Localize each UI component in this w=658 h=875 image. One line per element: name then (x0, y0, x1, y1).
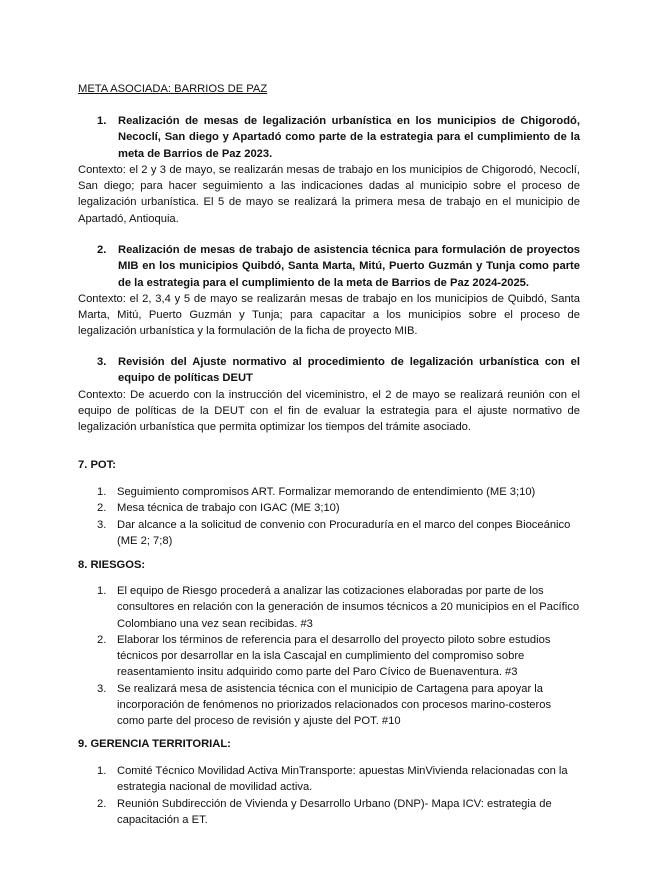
list-number: 2. (97, 797, 107, 810)
riesgos-list (78, 583, 580, 730)
list-number: 3. (97, 518, 107, 531)
list-number: 3. (97, 356, 107, 368)
list-item (78, 681, 580, 730)
meta-item-heading (78, 242, 580, 291)
section-title-riesgos: 8. RIESGOS: (78, 559, 146, 571)
section-title-meta-asociada: META ASOCIADA: BARRIOS DE PAZ (78, 83, 268, 95)
meta-item-3 (78, 354, 580, 435)
list-item (78, 796, 580, 829)
list-item-text: Se realizará mesa de asistencia técnica con el municipio de Cartagena para apoyar la incorporación de fenómenos no priorizados relacionados con procesos marino-costeros como parte del proceso de revisión y ajuste del POT. #10 (117, 682, 552, 728)
list-item-text: Elaborar los términos de referencia para el desarrollo del proyecto piloto sobre estudios técnicos por desarrollar en la isla Cascajal en cumplimiento del compromiso sobre reasentamiento insitu adquirido como parte del Paro Cívico de Buenaventura. #3 (117, 633, 551, 679)
meta-item-heading-text: Revisión del Ajuste normativo al procedimiento de legalización urbanística con el equipo de políticas DEUT (118, 356, 580, 385)
section-title-pot: 7. POT: (78, 459, 116, 471)
list-number: 1. (97, 115, 107, 127)
list-item-text: Dar alcance a la solicitud de convenio con Procuraduría en el marco del conpes Bioceánico (ME 2; 7;8) (117, 518, 571, 547)
meta-item-heading-text: Realización de mesas de trabajo de asistencia técnica para formulación de proyectos MIB en los municipios Quibdó, Santa Marta, Mitú, Puerto Guzmán y Tunja como parte de la estrategia para el cumplimiento de la meta de Barrios de Paz 2024-2025. (118, 244, 580, 289)
list-number: 2. (97, 633, 107, 646)
list-item (78, 500, 580, 516)
list-item-text: Comité Técnico Movilidad Activa MinTransporte: apuestas MinVivienda relacionadas con la estrategia nacional de movilidad activa. (117, 765, 568, 794)
meta-item-heading (78, 354, 580, 387)
list-item (78, 763, 580, 796)
meta-item-1 (78, 113, 580, 227)
list-item-text: Reunión Subdirección de Vivienda y Desarrollo Urbano (DNP)- Mapa ICV: estrategia de capacitación a ET. (117, 797, 552, 826)
list-item-text: Seguimiento compromisos ART. Formalizar memorando de entendimiento (ME 3;10) (117, 486, 536, 498)
pot-list (78, 484, 580, 549)
meta-item-heading (78, 113, 580, 162)
gerencia-list (78, 763, 580, 828)
list-item (78, 632, 580, 681)
list-number: 1. (97, 585, 107, 597)
list-number: 2. (97, 502, 107, 515)
list-item (78, 583, 580, 632)
meta-item-2 (78, 242, 580, 340)
meta-item-context: Contexto: De acuerdo con la instrucción del viceministro, el 2 de mayo se realizará reunión con el equipo de políticas de la DEUT con el fin de evaluar la estrategia para el ajuste normativo de legalización urbanística que permita optimizar los tiempos del trámite asociado. (78, 388, 580, 434)
section-title-gerencia-territorial: 9. GERENCIA TERRITORIAL: (78, 738, 231, 750)
meta-item-heading-text: Realización de mesas de legalización urbanística en los municipios de Chigorodó, Necoclí, San diego y Apartadó como parte de la estrategia para el cumplimiento de la meta de Barrios de Paz 2023. (118, 115, 580, 160)
list-item-text: Mesa técnica de trabajo con IGAC (ME 3;10) (117, 502, 340, 515)
list-number: 3. (97, 682, 107, 695)
list-item (78, 517, 580, 550)
list-item-text: El equipo de Riesgo procederá a analizar las cotizaciones elaboradas por parte de los consultores en relación con la generación de insumos técnicos a 20 municipios en el Pacífico Colombiano una vez sean recibidas. #3 (117, 585, 580, 630)
list-number: 1. (97, 765, 107, 777)
meta-item-context: Contexto: el 2, 3,4 y 5 de mayo se realizarán mesas de trabajo en los municipios de Quibdó, Santa Marta, Mitú, Puerto Guzmán y Tunja; para capacitar a los municipios sobre el proceso de legalización urbanística y la formulación de la ficha de proyecto MIB. (78, 292, 580, 338)
list-number: 2. (97, 244, 107, 256)
list-number: 1. (97, 486, 107, 498)
meta-item-context: Contexto: el 2 y 3 de mayo, se realizarán mesas de trabajo en los municipios de Chigorodó, Necoclí, San diego; para hacer seguimiento a las indicaciones dadas al municipio sobre el proceso de legalización urbanística. El 5 de mayo se realizará la primera mesa de trabajo en el municipio de Apartadó, Antioquia. (78, 163, 580, 225)
list-item (78, 484, 580, 500)
